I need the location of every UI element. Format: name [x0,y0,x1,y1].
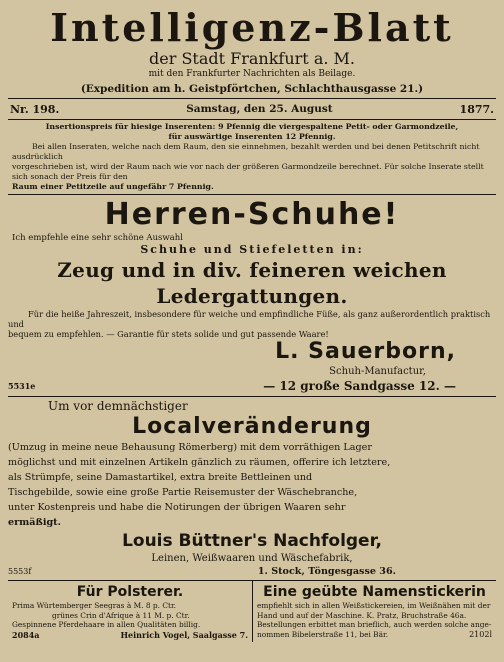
masthead-subtitle: der Stadt Frankfurt a. M. [149,49,355,68]
advert-body-line: als Strümpfe, seine Damastartikel, extra breite Bettleinen und [8,472,313,483]
issue-date: Samstag, den 25. August [186,103,333,115]
notice-line: Insertionspreis für hiesige Inserenten: 9 Pfennig die viergespaltene Petit- oder Garmondzeile, [45,122,459,131]
dateline [8,101,496,117]
column-line: Bestellungen erbittet man brieflich, auch werden solche ange- [257,620,492,629]
advert-firm-sub: Schuh-Manufactur, [329,366,426,377]
column-footer [257,630,492,640]
advert-headline: Herren-Schuhe! [104,197,400,232]
masthead-expedition: (Expedition am h. Geistpförtchen, Schlachthausgasse 21.) [80,83,424,95]
column-line: Prima Würtemberger Seegras à M. 8 p. Ctr. [12,601,177,610]
notice-line: für auswärtige Inserenten 12 Pfennig. [168,132,336,141]
advert-buettner [8,399,496,578]
advert-firm: Louis Büttner's Nachfolger, [122,531,382,551]
advert-address: — 12 große Sandgasse 12. — [263,379,456,393]
divider [8,119,496,120]
advert-body: Für die heiße Jahreszeit, insbesondere für weiche und empfindliche Füße, als ganz außerordentlich praktisch und [8,309,491,329]
column-ref: 2102l [469,629,492,639]
advert-body-line: unter Kostenpreis und habe die Notirungen der übrigen Waaren sehr [8,502,346,513]
notice-line: Raum einer Petitzeile auf ungefähr 7 Pfennig. [12,182,214,191]
column-line: empfiehlt sich in allen Weißstickereien, im Weißnähen mit der [257,601,491,610]
notice-line: Bei allen Inseraten, welche nach dem Raum, den sie einnehmen, bezahlt werden und bei denen Petitschrift nicht ausdrücklich [12,142,480,161]
issue-year: 1877. [459,102,494,116]
column-signer: Heinrich Vogel, Saalgasse 7. [120,629,248,640]
column-ref: 2084a [12,629,40,640]
price-notice [8,122,496,192]
advert-body-line: möglichst und mit einzelnen Artikeln gänzlich zu räumen, offerire ich letztere, [8,457,391,468]
advert-ref: 5553f [8,567,32,576]
advert-line: Schuhe und Stiefeletten in: [140,243,364,256]
column-line: nommen Bibelerstraße 11, bei Bär. [257,629,389,639]
bottom-columns [8,580,496,642]
masthead-title: Intelligenz-Blatt [50,5,454,50]
advert-body-line: Tischgebilde, sowie eine große Partie Reisemuster der Wäschebranche, [8,487,358,498]
advert-address-row [8,565,496,578]
advert-firm-sub: Leinen, Weißwaaren und Wäschefabrik, [151,553,353,564]
advert-ref: 5531e [8,381,36,391]
advert-body [8,440,496,530]
advert-intro: Um vor demnächstiger [48,399,188,413]
advert-body: bequem zu empfehlen. — Garantie für stets solide und gut passende Waare! [8,329,329,339]
column-headline: Eine geübte Namenstickerin [263,584,486,600]
column-line: Gespinnene Pferdehaare in allen Qualitäten billig. [12,620,201,629]
advert-intro: Ich empfehle eine sehr schöne Auswahl [12,233,183,243]
column-headline: Für Polsterer. [76,584,184,600]
advert-firm: L. Sauerborn, [275,339,456,364]
advert-body-line: ermäßigt. [8,517,61,528]
notice-line: vorgeschrieben ist, wird der Raum nach wie vor nach der größeren Garmondzeile berechnet. Für solche Inserate stellt sich sonach der Preis für den [12,162,484,181]
advert-body-line: (Umzug in meine neue Behausung Römerberg) mit dem vorräthigen Lager [8,442,372,453]
advert-address: 1. Stock, Töngesgasse 36. [257,566,396,577]
advert-namenstickerin [252,581,496,642]
advert-polsterer [8,581,252,642]
advert-sauerborn [8,197,496,394]
advert-headline: Localveränderung [132,414,372,439]
divider [8,98,496,99]
column-footer [12,630,248,640]
column-line: grünes Crin d'Afrique à 11 M. p. Ctr. [52,610,190,620]
divider [8,396,496,397]
column-line: Hand und auf der Maschine. K. Pratz, Bruchstraße 46a. [257,610,467,620]
advert-line-large: Zeug und in div. feineren weichen Ledergattungen. [57,258,447,308]
masthead-subtitle-2: mit den Frankfurter Nachrichten als Beilage. [148,69,356,79]
advert-address-row [8,378,496,394]
issue-number: Nr. 198. [10,102,60,116]
divider [8,194,496,195]
